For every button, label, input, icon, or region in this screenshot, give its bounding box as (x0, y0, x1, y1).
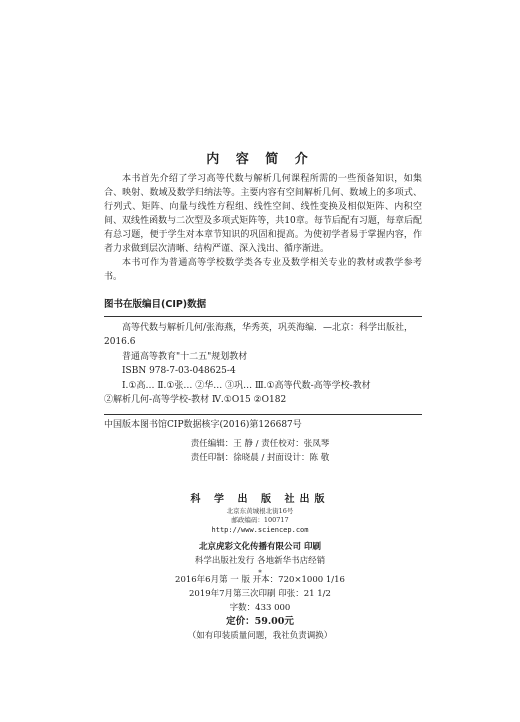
editor-row-1: 责任编辑：王 静 / 责任校对：张凤琴 (190, 439, 330, 449)
edition-line-2: 2019年7月第三次印刷 印张：21 1/2 (189, 589, 331, 599)
edition-info (0, 573, 520, 643)
cip-heading: 图书在版编目(CIP)数据 (104, 298, 422, 317)
intro-body (104, 172, 422, 284)
printer-line: 北京虎彩文化传播有限公司 印刷 (199, 542, 321, 552)
cip-isbn-line: ISBN 978-7-03-048625-4 (122, 366, 236, 376)
publisher-postcode: 邮政编码：100717 (231, 516, 289, 524)
cip-classification-line-2: ②解析几何-高等学校-教材 Ⅳ.①O15 ②O182 (104, 395, 287, 405)
publisher-info (0, 493, 520, 578)
separator-star: * (258, 569, 262, 577)
distributor-line: 科学出版社发行 各地新华书店经销 (194, 556, 326, 566)
word-count: 字数：433 000 (229, 603, 291, 613)
editor-row-2: 责任印制：徐晓晨 / 封面设计：陈 敬 (190, 453, 330, 463)
intro-title: 内 容 简 介 (206, 152, 314, 167)
cip-block (104, 298, 422, 432)
price: 定价：59.00元 (226, 616, 294, 627)
edition-line-1: 2016年6月第 一 版 开本：720×1000 1/16 (175, 575, 345, 585)
publisher-address: 北京东黄城根北街16号 (226, 507, 294, 515)
publisher-url: http://www.sciencep.com (211, 526, 309, 534)
cip-classification-line: Ⅰ.①高… Ⅱ.①张… ②华… ③巩… Ⅲ.①高等代数-高等学校-教材 (122, 380, 371, 391)
quality-note: （如有印装质量问题，我社负责调换） (187, 631, 333, 641)
intro-paragraph-2: 本书可作为普通高等学校数学类各专业及数学相关专业的教材或教学参考书。 (104, 258, 422, 282)
editor-credits (0, 437, 520, 465)
publisher-name: 科 学 出 版 社出版 (190, 494, 330, 505)
cip-title-line: 高等代数与解析几何/张海燕，华秀英，巩英海编．—北京：科学出版社， (122, 322, 414, 333)
cip-record-number: 中国版本图书馆CIP数据核字(2016)第126687号 (104, 414, 422, 433)
cip-series-line: 普通高等教育"十二五"规划教材 (122, 351, 248, 362)
intro-paragraph-1: 本书首先介绍了学习高等代数与解析几何课程所需的一些预备知识，如集合、映射、数域及数学归纳法等。主要内容有空间解析几何、数域上的多项式、行列式、矩阵、向量与线性方程组、线性空间、线性变换及相似矩阵、内积空间、双线性函数与二次型及多项式矩阵等，共10章。每节后配有习题，每章后配有总习题，便于学生对本章节知识的巩固和提高。为使初学者易于掌握内容，作者力求做到层次清晰、结构严谨、深入浅出、循序渐进。 (104, 174, 422, 254)
cip-year-line: 2016.6 (104, 337, 136, 347)
